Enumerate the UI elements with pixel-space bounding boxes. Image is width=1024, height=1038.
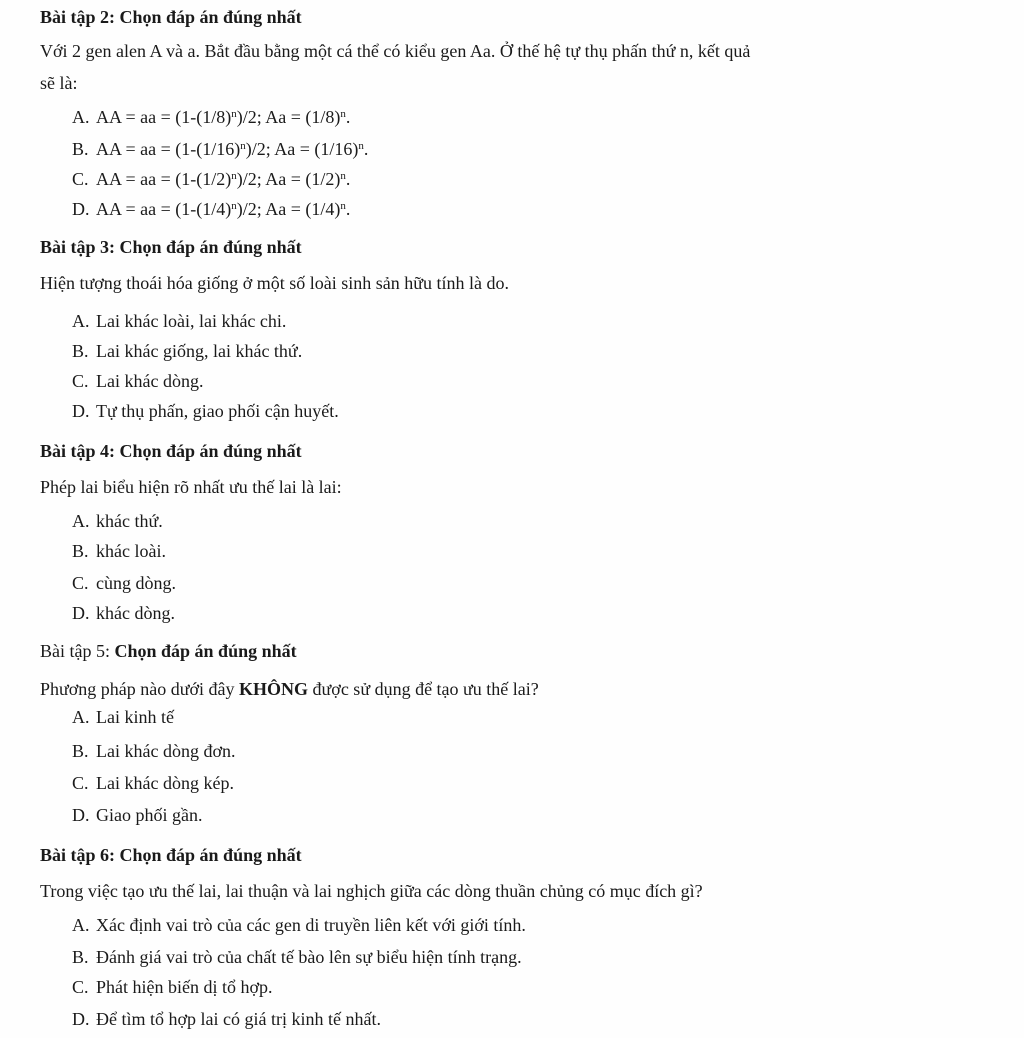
option-text: Giao phối gần.	[96, 805, 203, 825]
option-letter: A.	[72, 915, 90, 935]
option-formula-part: )/2; Aa = (1/16)	[245, 139, 359, 159]
option-text: cùng dòng.	[96, 573, 176, 593]
exercise-3-heading: Bài tập 3: Chọn đáp án đúng nhất	[40, 237, 302, 257]
option-letter: B.	[72, 341, 89, 361]
option-letter: D.	[72, 199, 90, 219]
option-letter: C.	[72, 169, 89, 189]
option-text: Lai khác dòng kép.	[96, 773, 234, 793]
heading-rest: Chọn đáp án đúng nhất	[114, 641, 297, 661]
option-letter: C.	[72, 573, 89, 593]
option-formula-part: .	[345, 107, 351, 127]
exercise-6-option-d	[72, 1008, 381, 1030]
exercise-6-option-b	[72, 946, 522, 968]
exercise-3-option-d	[72, 400, 339, 422]
exercise-5-option-c	[72, 772, 234, 794]
exercise-5-option-b	[72, 740, 235, 762]
option-letter: C.	[72, 371, 89, 391]
option-formula-part: AA = aa = (1-(1/8)	[96, 107, 232, 127]
option-letter: B.	[72, 541, 89, 561]
question-emphasis: KHÔNG	[239, 679, 309, 699]
exercise-2-option-d	[72, 198, 350, 220]
question-part: được sử dụng để tạo ưu thế lai?	[308, 679, 539, 699]
option-formula-part: .	[345, 199, 351, 219]
option-text: Phát hiện biến dị tổ hợp.	[96, 977, 273, 997]
option-text: Lai khác giống, lai khác thứ.	[96, 341, 303, 361]
exercise-3-question: Hiện tượng thoái hóa giống ở một số loài sinh sản hữu tính là do.	[40, 273, 510, 293]
exponent: n	[231, 200, 237, 212]
option-text: Lai khác dòng đơn.	[96, 741, 236, 761]
exercise-6-option-a	[72, 914, 526, 936]
option-text: Xác định vai trò của các gen di truyền liên kết với giới tính.	[96, 915, 526, 935]
exercise-4-heading: Bài tập 4: Chọn đáp án đúng nhất	[40, 441, 302, 461]
exercise-2-question-line1: Với 2 gen alen A và a. Bắt đầu bằng một cá thể có kiểu gen Aa. Ở thế hệ tự thụ phấn thứ n, kết quả	[40, 41, 751, 61]
option-formula-part: .	[363, 139, 369, 159]
exercise-4-question: Phép lai biểu hiện rõ nhất ưu thế lai là lai:	[40, 477, 342, 497]
option-letter: B.	[72, 741, 89, 761]
exponent: n	[340, 108, 346, 120]
question-part: Phương pháp nào dưới đây	[40, 679, 240, 699]
exponent: n	[240, 140, 246, 152]
exponent: n	[340, 170, 346, 182]
option-text: Lai khác dòng.	[96, 371, 204, 391]
option-text: khác dòng.	[96, 603, 175, 623]
option-letter: D.	[72, 401, 90, 421]
option-letter: A.	[72, 311, 90, 331]
exercise-3-option-a	[72, 310, 286, 332]
exercise-2-question-line2: sẽ là:	[40, 73, 78, 93]
exercise-5-option-d	[72, 804, 202, 826]
exponent: n	[231, 108, 237, 120]
exercise-6-question: Trong việc tạo ưu thế lai, lai thuận và lai nghịch giữa các dòng thuần chủng có mục đích gì?	[40, 881, 703, 901]
option-text: Lai kinh tế	[96, 707, 174, 727]
option-formula-part: AA = aa = (1-(1/4)	[96, 199, 232, 219]
exercise-3-option-c	[72, 370, 203, 392]
option-formula-part: )/2; Aa = (1/2)	[236, 169, 341, 189]
option-text: khác loài.	[96, 541, 166, 561]
option-formula-part: )/2; Aa = (1/4)	[236, 199, 341, 219]
exercise-3-option-b	[72, 340, 302, 362]
exercise-4-option-d	[72, 602, 175, 624]
option-letter: B.	[72, 947, 89, 967]
exponent: n	[340, 200, 346, 212]
exponent: n	[358, 140, 364, 152]
option-letter: D.	[72, 1009, 90, 1029]
option-letter: B.	[72, 139, 89, 159]
option-letter: C.	[72, 977, 89, 997]
exercise-4-option-a	[72, 510, 163, 532]
exercise-6-heading: Bài tập 6: Chọn đáp án đúng nhất	[40, 845, 302, 865]
option-text: Đánh giá vai trò của chất tế bào lên sự biểu hiện tính trạng.	[96, 947, 522, 967]
option-text: Để tìm tổ hợp lai có giá trị kinh tế nhất.	[96, 1009, 381, 1029]
option-letter: A.	[72, 511, 90, 531]
option-formula-part: .	[345, 169, 351, 189]
exercise-5-heading	[40, 640, 297, 662]
option-formula-part: )/2; Aa = (1/8)	[236, 107, 341, 127]
option-letter: A.	[72, 707, 90, 727]
exercise-5-option-a	[72, 706, 174, 728]
option-text: khác thứ.	[96, 511, 163, 531]
option-formula-part: AA = aa = (1-(1/2)	[96, 169, 232, 189]
exponent: n	[231, 170, 237, 182]
option-letter: D.	[72, 603, 90, 623]
option-text: Lai khác loài, lai khác chi.	[96, 311, 287, 331]
exercise-2-option-c	[72, 168, 350, 190]
exercise-2-option-b	[72, 138, 368, 160]
option-text: Tự thụ phấn, giao phối cận huyết.	[96, 401, 339, 421]
exercise-2-heading: Bài tập 2: Chọn đáp án đúng nhất	[40, 7, 302, 27]
exercise-4-option-c	[72, 572, 176, 594]
heading-prefix: Bài tập 5:	[40, 641, 115, 661]
exercise-5-question	[40, 678, 539, 700]
option-letter: C.	[72, 773, 89, 793]
option-letter: A.	[72, 107, 90, 127]
exercise-2-option-a	[72, 106, 350, 128]
exercise-4-option-b	[72, 540, 166, 562]
option-formula-part: AA = aa = (1-(1/16)	[96, 139, 241, 159]
exercise-6-option-c	[72, 976, 273, 998]
option-letter: D.	[72, 805, 90, 825]
